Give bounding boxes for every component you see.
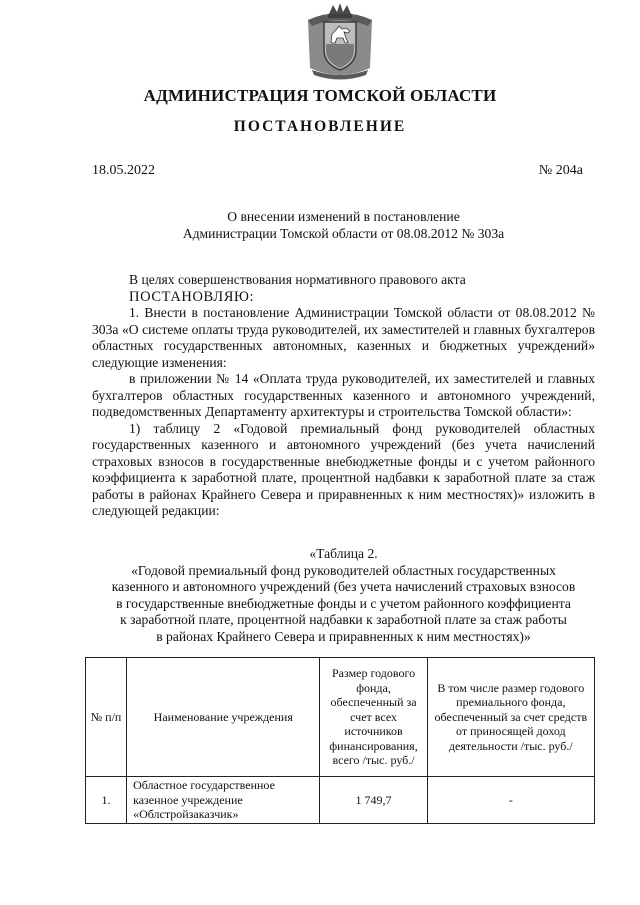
header-cell-total: Размер годового фонда, обеспеченный за счет всех источников финансирования, всего /тыс. руб./	[320, 658, 427, 777]
table-caption	[92, 546, 595, 645]
table-label: «Таблица 2.	[309, 546, 378, 561]
document-subject	[92, 209, 595, 242]
table-header-row	[86, 658, 595, 777]
premium-fund-table	[85, 657, 595, 824]
header-cell-name: Наименование учреждения	[127, 658, 320, 777]
cell-name: Областное государственное казенное учреждение «Облстройзаказчик»	[127, 777, 320, 824]
header-cell-number: № п/п	[86, 658, 127, 777]
organization-title: АДМИНИСТРАЦИЯ ТОМСКОЙ ОБЛАСТИ	[143, 86, 497, 105]
cell-number: 1.	[86, 777, 127, 824]
header-cell-income: В том числе размер годового премиального фонда, обеспеченный за счет средств от приносящей доход деятельности /тыс. руб./	[427, 658, 594, 777]
preamble-paragraph: В целях совершенствования нормативного правового акта	[129, 272, 466, 287]
coat-of-arms-icon	[304, 2, 376, 80]
table-title-line: в государственные внебюджетные фонды и с учетом районного коэффициента	[116, 595, 571, 611]
table-title-line: в районах Крайнего Севера и приравненных к ним местностях)»	[156, 628, 531, 644]
table-title-line: «Годовой премиальный фонд руководителей областных государственных	[131, 562, 556, 578]
document-number: № 204а	[538, 163, 583, 178]
body-paragraph: в приложении № 14 «Оплата труда руководителей, их заместителей и главных бухгалтеров областных государственных казенного и автономного учреждений, подведомственных Департаменту архитектуры и строительства Томской области»:	[92, 371, 595, 419]
table-title-line: к заработной плате, процентной надбавки к заработной плате за стаж работы	[120, 612, 567, 627]
subject-line: О внесении изменений в постановление	[227, 209, 460, 224]
body-paragraph: 1. Внести в постановление Администрации Томской области от 08.08.2012 № 303а «О системе оплаты труда руководителей, их заместителей и главных бухгалтеров областных государственных автономных, казенных и бюджетных учреждений» следующие изменения:	[92, 305, 595, 370]
decree-word: ПОСТАНОВЛЯЮ:	[129, 288, 255, 305]
cell-total: 1 749,7	[320, 777, 427, 824]
table-title-line: казенного и автономного учреждений (без учета начислений страховых взносов	[111, 579, 576, 594]
document-body	[92, 272, 595, 520]
table-row	[86, 777, 595, 824]
document-type: ПОСТАНОВЛЕНИЕ	[233, 118, 407, 135]
document-date: 18.05.2022	[92, 163, 155, 178]
cell-income: -	[427, 777, 594, 824]
body-paragraph: 1) таблицу 2 «Годовой премиальный фонд руководителей областных государственных казенного и автономного учреждений (без учета начислений страховых взносов в государственные внебюджетные фонды и с учетом районного коэффициента к заработной плате, процентной надбавки к заработной плате за стаж работы в районах Крайнего Севера и приравненных к ним местностях)» изложить в следующей редакции:	[92, 420, 595, 518]
subject-line: Администрации Томской области от 08.08.2012 № 303а	[182, 225, 505, 241]
